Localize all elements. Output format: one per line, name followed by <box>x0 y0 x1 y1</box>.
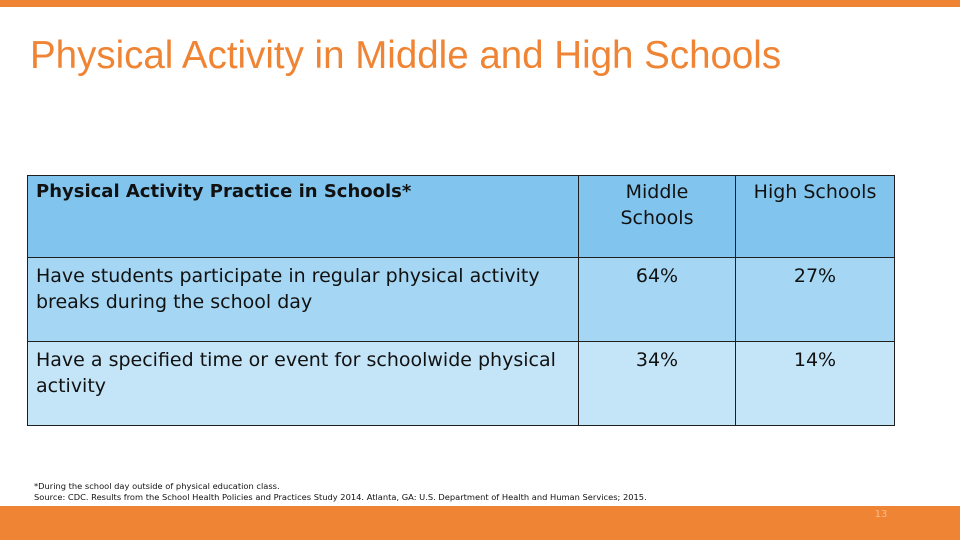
slide-title: Physical Activity in Middle and High Schools <box>30 34 782 77</box>
bottom-accent-bar <box>0 506 960 540</box>
practice-cell: Have students participate in regular physical activity breaks during the school day <box>28 258 579 342</box>
practice-cell: Have a specified time or event for schoolwide physical activity <box>28 342 579 426</box>
table-header-row <box>28 176 895 258</box>
high-schools-value: 27% <box>736 258 895 342</box>
header-practice: Physical Activity Practice in Schools* <box>28 176 579 258</box>
header-middle-schools: Middle Schools <box>579 176 736 258</box>
footnote <box>34 481 647 503</box>
page-number: 13 <box>874 509 888 520</box>
high-schools-value: 14% <box>736 342 895 426</box>
footnote-source: Source: CDC. Results from the School Health Policies and Practices Study 2014. Atlanta, GA: U.S. Department of Health and Human Services; 2015. <box>34 492 647 502</box>
table-row <box>28 258 895 342</box>
practice-table <box>27 175 895 426</box>
middle-schools-value: 34% <box>579 342 736 426</box>
top-accent-bar <box>0 0 960 7</box>
table-row <box>28 342 895 426</box>
footnote-note: *During the school day outside of physical education class. <box>34 481 280 491</box>
header-high-schools: High Schools <box>736 176 895 258</box>
middle-schools-value: 64% <box>579 258 736 342</box>
